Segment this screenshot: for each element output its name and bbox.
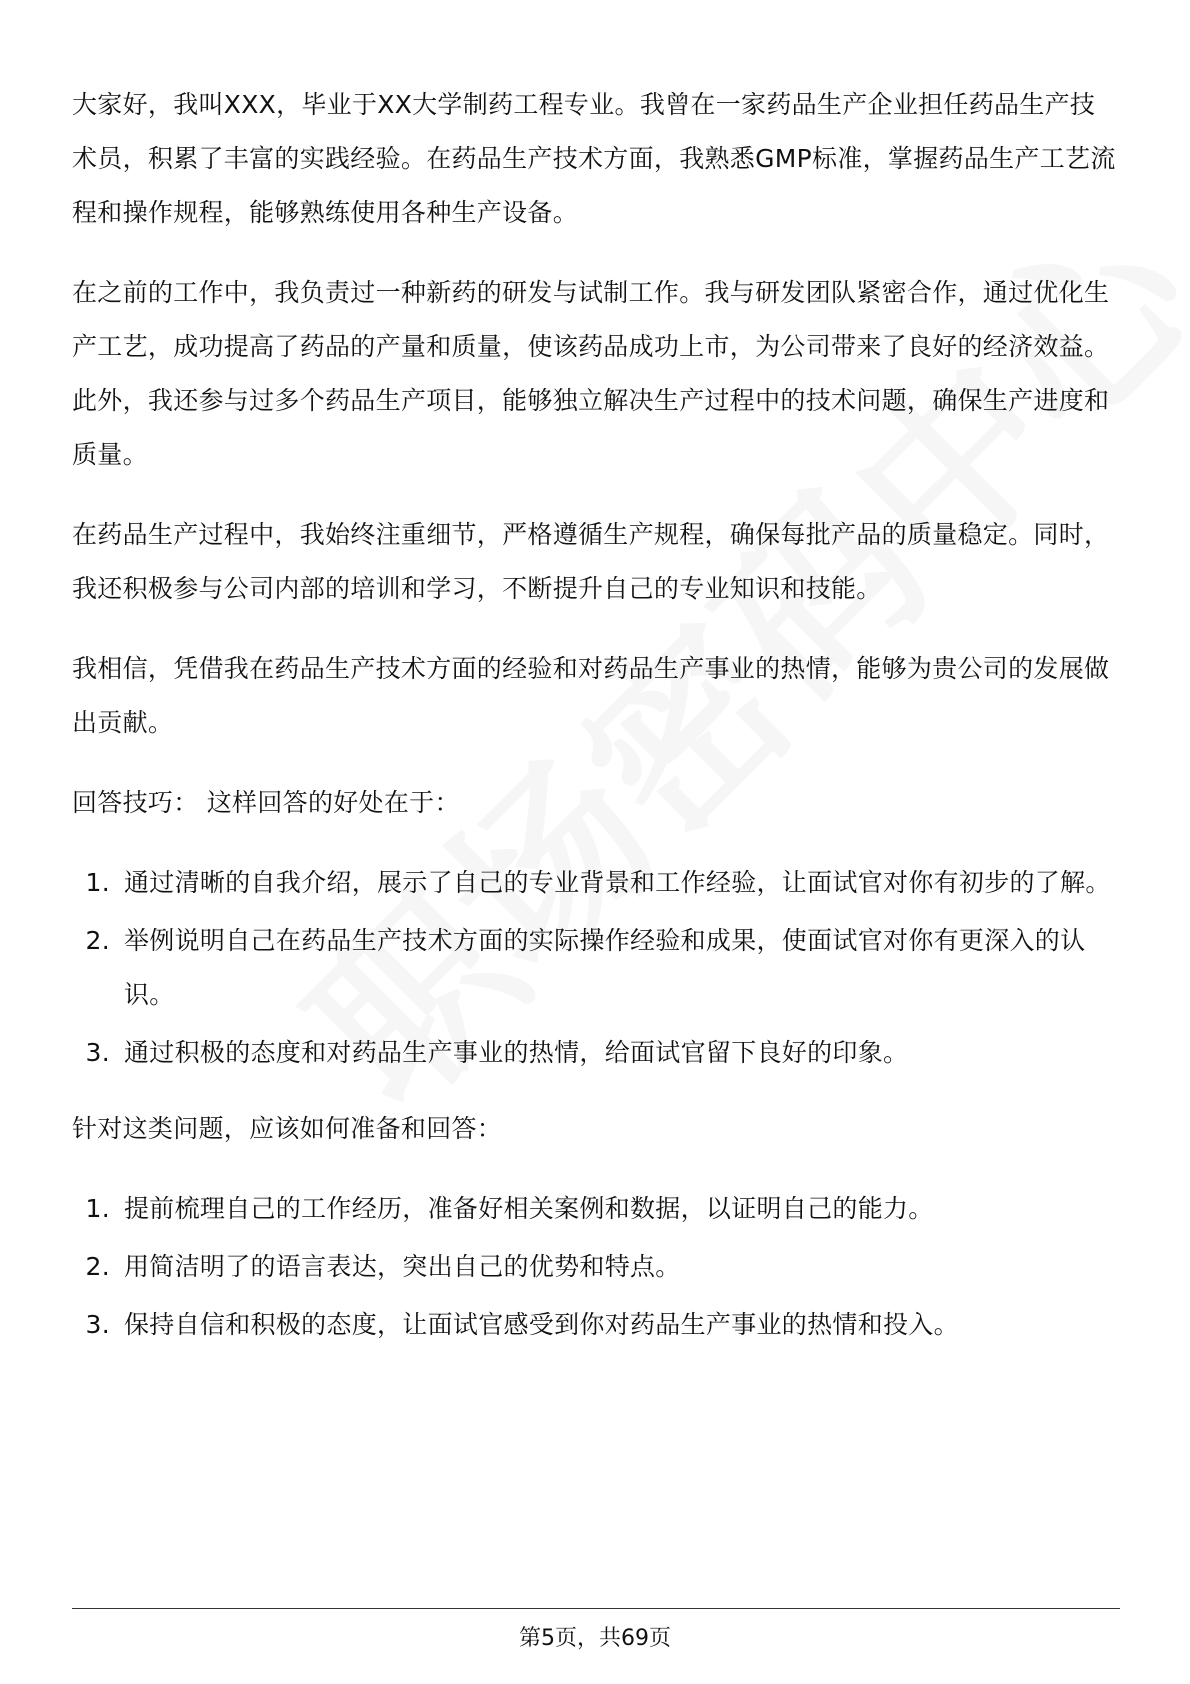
page-number: 第5页，共69页	[519, 1626, 671, 1651]
paragraph-experience: 在之前的工作中，我负责过一种新药的研发与试制工作。我与研发团队紧密合作，通过优化生产工艺，成功提高了药品的产量和质量，使该药品成功上市，为公司带来了良好的经济效益。此外，我还参与过多个药品生产项目，能够独立解决生产过程中的技术问题，确保生产进度和质量。	[72, 278, 1110, 469]
list-item-number: 2.	[85, 1252, 110, 1281]
paragraph-quality: 在药品生产过程中，我始终注重细节，严格遵循生产规程，确保每批产品的质量稳定。同时，我还积极参与公司内部的培训和学习，不断提升自己的专业知识和技能。	[72, 520, 1110, 603]
list-item-number: 1.	[85, 868, 110, 897]
list-item-number: 3.	[85, 1310, 110, 1339]
footer-divider	[72, 1608, 1120, 1609]
page-content	[72, 78, 1120, 1374]
list-item-number: 1.	[85, 1194, 110, 1223]
paragraph-conclusion: 我相信，凭借我在药品生产技术方面的经验和对药品生产事业的热情，能够为贵公司的发展做出贡献。	[72, 654, 1110, 737]
list-item-text: 举例说明自己在药品生产技术方面的实际操作经验和成果，使面试官对你有更深入的认识。	[124, 926, 1086, 1009]
paragraph-intro: 大家好，我叫XXX，毕业于XX大学制药工程专业。我曾在一家药品生产企业担任药品生产技术员，积累了丰富的实践经验。在药品生产技术方面，我熟悉GMP标准，掌握药品生产工艺流程和操作规程，能够熟练使用各种生产设备。	[72, 90, 1116, 227]
list-item-text: 用简洁明了的语言表达，突出自己的优势和特点。	[124, 1252, 681, 1281]
list-item-text: 通过积极的态度和对药品生产事业的热情，给面试官留下良好的印象。	[124, 1038, 909, 1067]
list-item	[72, 1240, 1120, 1294]
list-item	[72, 1298, 1120, 1352]
list-item-number: 3.	[85, 1038, 110, 1067]
list-item	[72, 856, 1120, 910]
tips-list	[72, 856, 1120, 1080]
list-item	[72, 1026, 1120, 1080]
tips-heading: 回答技巧： 这样回答的好处在于：	[72, 788, 460, 817]
list-item-text: 保持自信和积极的态度，让面试官感受到你对药品生产事业的热情和投入。	[124, 1310, 959, 1339]
prep-heading: 针对这类问题，应该如何准备和回答：	[72, 1114, 503, 1143]
list-item	[72, 914, 1120, 1022]
list-item-number: 2.	[85, 926, 110, 955]
list-item-text: 通过清晰的自我介绍，展示了自己的专业背景和工作经验，让面试官对你有初步的了解。	[124, 868, 1111, 897]
prep-list	[72, 1182, 1120, 1352]
list-item	[72, 1182, 1120, 1236]
list-item-text: 提前梳理自己的工作经历，准备好相关案例和数据，以证明自己的能力。	[124, 1194, 934, 1223]
